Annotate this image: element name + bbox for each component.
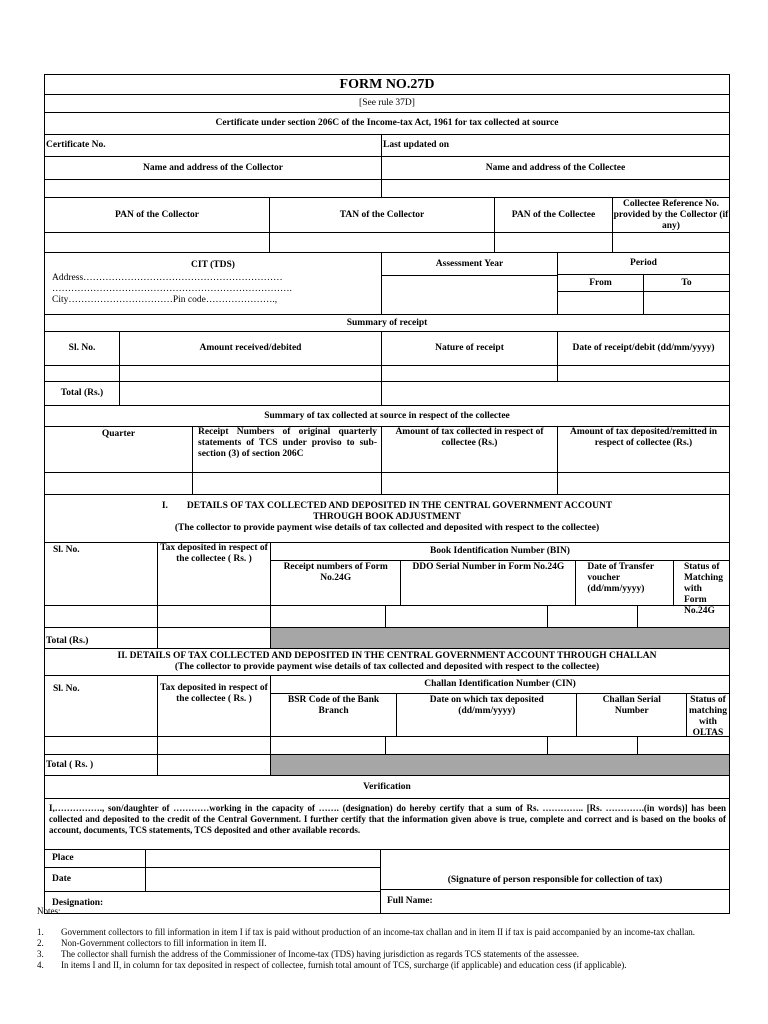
form-title-row [45, 75, 729, 95]
status-oltas-label: Status of matching with OLTAS [689, 695, 727, 738]
collectee-reference-label: Collectee Reference No. provided by the Collector (if any) [613, 198, 729, 231]
cit-block [45, 253, 382, 314]
period-block [558, 253, 729, 314]
status-oltas-cell[interactable] [638, 737, 729, 754]
section2-tax-deposited-label: Tax deposited in respect of the collectee ( Rs. ) [158, 676, 271, 736]
signature-label: (Signature of person responsible for collection of tax) [381, 850, 729, 890]
status-24g-label: Status of Matching with Form No.24G [683, 562, 724, 616]
receipt-total-label: Total (Rs.) [45, 382, 120, 405]
assessment-year-label: Assessment Year [382, 253, 557, 276]
certificate-row [45, 135, 729, 157]
amount-received-label: Amount received/debited [120, 332, 382, 365]
note-number: 1. [37, 927, 44, 937]
period-subheader [558, 275, 729, 292]
section2-total-row [45, 755, 729, 776]
section1-title: I. DETAILS OF TAX COLLECTED AND DEPOSITED IN THE CENTRAL GOVERNMENT ACCOUNT [161, 501, 613, 511]
note-number: 3. [37, 949, 44, 959]
cit-city-pin: City……………………………Pin code…………………., [52, 295, 278, 305]
note-number: 4. [37, 960, 44, 970]
note-number: 2. [37, 938, 44, 948]
pan-collectee-field[interactable] [495, 233, 613, 252]
tcs-summary-header-row [45, 427, 729, 473]
period-values [558, 292, 729, 315]
place-field[interactable] [146, 850, 380, 867]
quarter-cell[interactable] [45, 473, 193, 494]
receipt-summary-title-row [45, 315, 729, 332]
tcs-summary-data-row [45, 473, 729, 495]
nature-of-receipt-cell[interactable] [382, 366, 558, 381]
place-row [45, 850, 380, 868]
note-text: In items I and II, in column for tax deposited in respect of collectee, furnish total amount of TCS, surcharge (if applicable) and education cess (if applicable). [61, 960, 627, 970]
notes-heading: Notes: [37, 906, 61, 916]
place-date-block [45, 850, 381, 913]
signature-block [381, 850, 729, 913]
date-deposited-cell[interactable] [386, 737, 548, 754]
designation-label: Designation: [52, 897, 104, 908]
period-from-field[interactable] [558, 292, 644, 315]
verification-text-row [45, 799, 729, 850]
note-item [37, 949, 737, 960]
verification-title: Verification [363, 781, 411, 792]
date-of-receipt-cell[interactable] [558, 366, 729, 381]
form-27d [44, 74, 730, 914]
section1-total-cell[interactable] [158, 628, 271, 648]
rule-reference: [See rule 37D] [359, 98, 415, 108]
place-date-signature-row [45, 850, 729, 913]
section2-sl-no-label: Sl. No. [45, 676, 158, 736]
receipt-numbers-label: Receipt Numbers of original quarterly statements of TCS under proviso to sub-section (3) of section 206C [193, 427, 382, 472]
pan-tan-value-row [45, 233, 729, 253]
ddo-serial-cell[interactable] [386, 606, 548, 627]
bin-subheader [271, 561, 729, 616]
ddo-serial-label: DDO Serial Number in Form No.24G [401, 561, 576, 606]
section1-title-block [45, 495, 729, 542]
date-transfer-label: Date of Transfer voucher (dd/mm/yyyy) [576, 561, 674, 606]
note-item [37, 960, 737, 971]
last-updated-label: Last updated on [383, 140, 449, 150]
receipt-summary-data-row [45, 366, 729, 382]
period-from-label: From [558, 275, 644, 291]
collectee-name-address-label: Name and address of the Collectee [485, 162, 626, 173]
receipt-total-row [45, 382, 729, 406]
cin-subheader [271, 694, 729, 737]
amount-collected-cell[interactable] [382, 473, 558, 494]
period-to-field[interactable] [644, 292, 729, 315]
rule-row [45, 95, 729, 113]
section2-header-row [45, 676, 729, 737]
receipt-total-amount-cell[interactable] [120, 382, 382, 405]
receipt-24g-label: Receipt numbers of Form No.24G [271, 561, 401, 606]
section1-total-row [45, 628, 729, 649]
collector-name-address-field[interactable] [45, 180, 382, 197]
assessment-year-block [382, 253, 558, 314]
section1-tax-deposited-cell[interactable] [158, 606, 271, 627]
date-field[interactable] [146, 868, 380, 891]
name-address-value-row [45, 180, 729, 198]
form-subtitle: Certificate under section 206C of the Income-tax Act, 1961 for tax collected at source [215, 118, 559, 128]
receipt-summary-header-row [45, 332, 729, 366]
full-name-label: Full Name: [387, 896, 433, 906]
note-item [37, 927, 737, 938]
section2-title: II. DETAILS OF TAX COLLECTED AND DEPOSITED IN THE CENTRAL GOVERNMENT ACCOUNT THROUGH CHALLAN [117, 651, 657, 661]
verification-title-row [45, 776, 729, 799]
form-title: FORM NO.27D [339, 77, 435, 92]
challan-serial-cell[interactable] [548, 737, 638, 754]
section1-note: (The collector to provide payment wise details of tax collected and deposited with respect to the collectee) [174, 523, 600, 533]
amount-deposited-cell[interactable] [558, 473, 729, 494]
receipt-sl-no-cell[interactable] [45, 366, 120, 381]
tan-collector-label: TAN of the Collector [270, 198, 495, 232]
date-row [45, 868, 380, 892]
collector-name-address-label: Name and address of the Collector [45, 157, 382, 179]
cit-row [45, 253, 729, 315]
section2-tax-deposited-cell[interactable] [158, 737, 271, 754]
pan-collector-label: PAN of the Collector [45, 198, 270, 232]
collectee-reference-field[interactable] [613, 233, 729, 252]
bin-label: Book Identification Number (BIN) [271, 543, 729, 561]
section2-data-row [45, 737, 729, 755]
name-address-row [45, 157, 729, 180]
section2-title-row [45, 649, 729, 676]
status-24g-cell[interactable] [638, 606, 729, 627]
certificate-no-label: Certificate No. [45, 135, 382, 156]
section1-total-shaded [271, 628, 729, 648]
section1-tax-deposited-label: Tax deposited in respect of the collectee ( Rs. ) [158, 543, 271, 605]
place-label: Place [45, 850, 146, 867]
section1-title-cont: THROUGH BOOK ADJUSTMENT [313, 512, 461, 522]
challan-serial-label: Challan Serial Number [577, 694, 687, 737]
bin-block [271, 543, 729, 616]
section2-total-shaded [271, 755, 729, 775]
pan-collector-field[interactable] [45, 233, 270, 252]
tcs-summary-title: Summary of tax collected at source in respect of the collectee [264, 410, 510, 421]
section1-data-row [45, 606, 729, 628]
collectee-name-address-field[interactable] [382, 180, 729, 197]
section1-header-row [45, 543, 729, 616]
cit-address: Address……………………………………………………… [52, 273, 283, 283]
note-text: Government collectors to fill information in item I if tax is paid without production of an income-tax challan and in item II if tax is paid accompanied by an income-tax challan. [61, 927, 696, 937]
cin-label: Challan Identification Number (CIN) [271, 676, 729, 694]
section1-title-row [45, 495, 729, 543]
note-text: Non-Government collectors to fill information in item II. [61, 938, 267, 948]
section2-total-cell[interactable] [158, 755, 271, 775]
tan-collector-field[interactable] [270, 233, 495, 252]
amount-received-cell[interactable] [120, 366, 382, 381]
receipt-total-empty-cell [382, 382, 729, 405]
subtitle-row [45, 113, 729, 135]
section2-total-label: Total ( Rs. ) [45, 755, 158, 775]
section2-sl-no-cell[interactable] [45, 737, 158, 754]
section1-total-label: Total (Rs.) [45, 628, 158, 648]
notes [37, 906, 737, 971]
period-label: Period [558, 253, 729, 275]
note-text: The collector shall furnish the address of the Commissioner of Income-tax (TDS) having jurisdiction as regards TCS statements of the assessee. [61, 949, 579, 959]
receipt-sl-no-label: Sl. No. [45, 332, 120, 365]
date-label: Date [45, 868, 146, 891]
date-of-receipt-label: Date of receipt/debit (dd/mm/yyyy) [572, 343, 715, 353]
receipt-summary-title: Summary of receipt [346, 317, 428, 328]
bsr-code-cell[interactable] [271, 737, 386, 754]
bsr-code-label: BSR Code of the Bank Branch [271, 694, 397, 737]
pan-tan-header-row [45, 198, 729, 233]
cin-block [271, 676, 729, 736]
period-to-label: To [681, 277, 692, 288]
note-item [37, 938, 737, 949]
section2-title-block [45, 649, 729, 675]
receipt-numbers-cell[interactable] [193, 473, 382, 494]
nature-of-receipt-label: Nature of receipt [382, 332, 558, 365]
cit-label: CIT (TDS) [191, 260, 235, 270]
amount-deposited-label: Amount of tax deposited/remitted in respect of collectee (Rs.) [569, 427, 718, 448]
receipt-24g-cell[interactable] [271, 606, 386, 627]
section1-sl-no-label: Sl. No. [45, 543, 158, 605]
date-transfer-cell[interactable] [548, 606, 638, 627]
pan-collectee-label: PAN of the Collectee [495, 198, 613, 232]
tcs-summary-title-row [45, 406, 729, 427]
quarter-label: Quarter [45, 427, 193, 472]
cit-address-line2: …………………………………………………………………. [52, 284, 292, 294]
date-deposited-label: Date on which tax deposited (dd/mm/yyyy) [397, 694, 577, 737]
verification-text: I,……………., son/daughter of …………working in the capacity of ……. (designation) do hereby certify that a sum of Rs. ………….. [Rs. ………….(in words)] has been collected and deposited to the credit of the Central Government. I further certify that the information given above is true, complete and correct and is based on the books of account, documents, TCS statements, TCS deposited and other available records. [49, 803, 726, 835]
section2-note: (The collector to provide payment wise details of tax collected and deposited with respect to the collectee) [174, 662, 600, 672]
section1-sl-no-cell[interactable] [45, 606, 158, 627]
amount-collected-label: Amount of tax collected in respect of collectee (Rs.) [382, 427, 558, 472]
